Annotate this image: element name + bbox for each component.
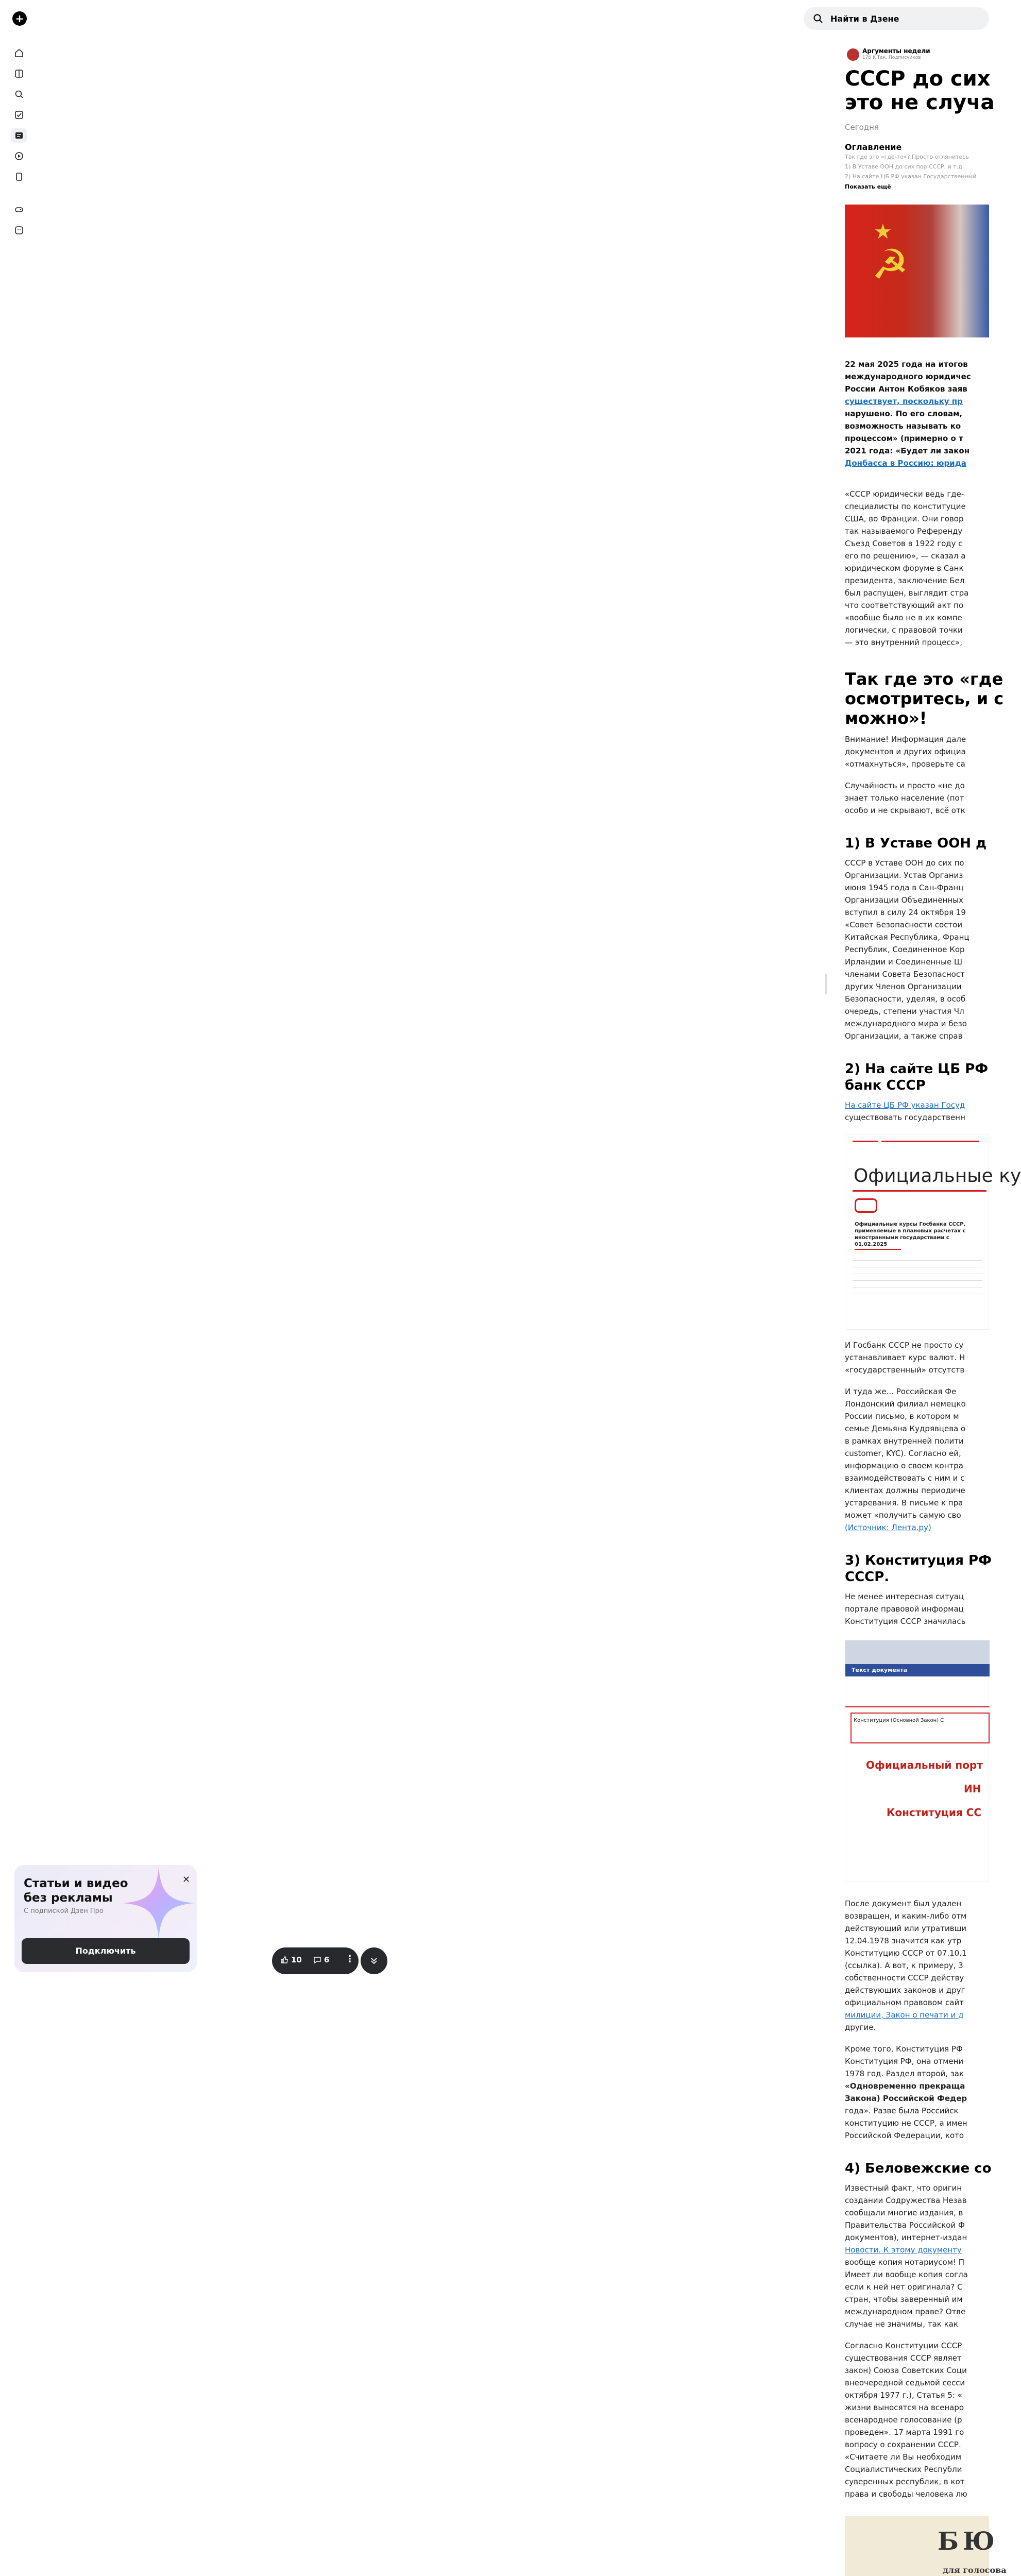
paragraph: Кроме того, Конституция РФ Конституция РФ, она отмени 1978 год. Раздел второй, зак «Одновременно прекраща Закона) Российской Федер года». Разве была Российск конституцию не СССР, а имен Российской Федерации, кото	[845, 2044, 967, 2140]
top-bar	[0, 0, 989, 36]
highlight-box	[850, 1713, 990, 1743]
ballot-heading: БЮ	[938, 2527, 999, 2556]
scroll-down-button[interactable]	[361, 1947, 387, 1974]
article-link[interactable]: Донбасса в Россию: юрида	[845, 459, 966, 468]
paragraph: На сайте ЦБ РФ указан Госуд существовать государственн	[845, 1100, 965, 1122]
like-count: 10	[291, 1955, 302, 1964]
section-heading: 3) Конституция РФ СССР.	[845, 1553, 992, 1585]
paragraph: Не менее интересная ситуац портале правовой информац Конституция СССР значилась	[845, 1592, 966, 1626]
divider-line	[845, 1706, 990, 1707]
video-icon[interactable]	[11, 148, 27, 164]
like-button[interactable]	[280, 1955, 302, 1964]
search-icon	[813, 13, 823, 24]
paragraph: Случайность и просто «не до знает только население (пот особо и не скрывают, всё отк	[845, 781, 965, 815]
doc-heading-red: ИН	[964, 1783, 981, 1795]
article-title-line: это не случа	[845, 91, 995, 114]
rate-table	[845, 1254, 990, 1300]
comment-count: 6	[324, 1955, 330, 1964]
article-link[interactable]: милиции, Закон о печати и д	[845, 2010, 964, 2020]
home-icon[interactable]	[11, 45, 27, 61]
article-link[interactable]: (Источник: Лента.ру)	[845, 1523, 931, 1532]
ad-subtitle: С подпиской Дзен Про	[24, 1907, 104, 1915]
channel-subscribers: 176 K Так. Подписчиков	[862, 55, 921, 60]
drag-handle-icon[interactable]	[825, 974, 827, 994]
browser-bar	[845, 1640, 990, 1664]
article-link[interactable]: Новости. К этому документу	[845, 2245, 962, 2255]
pravo-screenshot-image	[845, 1640, 989, 1882]
search-nav-icon[interactable]	[11, 87, 27, 102]
paragraph: После документ был удален возвращен, и каким-либо отм действующий или утративши 12.04.1978 значится как утр Конституцию СССР от 07.10.1 (ссылка). А вот, к примеру, 3 собственности СССР действу действующих законов и друг официальном правовом сайт милиции, Закон о печати и д другие.	[845, 1899, 967, 2032]
more-options-icon[interactable]: ⋮	[345, 1954, 354, 1964]
toc-item[interactable]: 2) На сайте ЦБ РФ указан Государственный	[845, 173, 977, 180]
games-icon[interactable]	[11, 202, 27, 217]
attention-paragraph: Внимание! Информация дале документов и других официа «отмахнуться», проверьте са	[845, 735, 966, 769]
section-heading: 2) На сайте ЦБ РФ банк СССР	[845, 1061, 989, 1093]
toc-item[interactable]: Так где это «где-то»? Просто оглянитесь	[845, 154, 969, 160]
underline-mark	[853, 1190, 986, 1192]
comment-icon	[313, 1956, 321, 1964]
ad-title: Статьи и видео без рекламы	[24, 1877, 128, 1905]
channel-header[interactable]	[845, 46, 989, 62]
gosbank-screenshot-image	[845, 1134, 1021, 1330]
chevrons-down-icon	[369, 1956, 379, 1965]
underline-mark	[855, 1249, 901, 1250]
underline-mark	[853, 1141, 878, 1142]
article-link[interactable]: существует, поскольку пр	[845, 397, 963, 406]
hammer-sickle-icon: ☭	[872, 241, 909, 289]
subscriptions-icon[interactable]	[11, 107, 27, 123]
article-column	[845, 46, 1021, 2576]
grid-icon[interactable]	[11, 66, 27, 81]
highlight-circle	[855, 1198, 877, 1213]
figure-title: Официальные ку	[854, 1165, 1021, 1187]
doc-heading-red: Конституция СС	[887, 1806, 981, 1819]
subscribe-button[interactable]: Подключить	[22, 1938, 190, 1964]
shorts-icon[interactable]	[11, 169, 27, 184]
search-label: Найти в Дзене	[830, 14, 899, 24]
section-heading: Так где это «где осмотритесь, и с можно»!	[845, 669, 1004, 728]
search-box[interactable]	[804, 7, 989, 30]
apps-icon[interactable]	[11, 223, 27, 238]
article-date: Сегодня	[845, 123, 879, 132]
section-heading: 1) В Уставе ООН д	[845, 836, 987, 851]
figure-caption: Официальные курсы Госбанка СССР, применяемые в плановых расчетах с иностранными государствами с 01.02.2025	[855, 1222, 966, 1247]
paragraph: Согласно Конституции СССР существования СССР являет закон) Союза Советских Соци внеочередной седьмой сесси октября 1977 г.), Статья 5: « жизни выносятся на всенаро всенародное голосование (р проведен». 17 марта 1991 го вопросу о сохранении СССР. «Считаете ли Вы необходим Социалистических Республи суверенных республик, в кот права и свободы человека лю	[845, 2341, 967, 2499]
ballot-image	[845, 2516, 1007, 2576]
reaction-bar	[272, 1947, 359, 1974]
paragraph: И Госбанк СССР не просто су устанавливает курс валют. Н «государственный» отсутств	[845, 1341, 965, 1375]
channel-name[interactable]: Аргументы недели	[862, 47, 930, 55]
doc-line: Конституция (Основной Закон) С	[854, 1718, 944, 1723]
article-title-line: СССР до сих	[845, 67, 991, 91]
underline-mark	[881, 1141, 979, 1142]
toc-show-more-link[interactable]: Показать ещё	[845, 183, 891, 190]
ballot-subheading: для голосова	[943, 2565, 1007, 2575]
article-link[interactable]: На сайте ЦБ РФ указан Госуд	[845, 1100, 965, 1110]
paragraph: Известный факт, что оригин создании Содружества Незав сообщали многие издания, в Правительства Российской Ф документов), интернет-издан Новости. К этому документу вообще копия нотариусом! П Имеет ли вообще копия согла если к ней нет оригинала? С стран, чтобы заверенный им международном праве? Отве случае не значимы, так как	[845, 2183, 968, 2329]
dzen-logo[interactable]: +	[12, 11, 27, 26]
section-heading: 4) Беловежские со	[845, 2161, 992, 2176]
doc-title-bar: Текст документа	[845, 1664, 990, 1676]
paragraph: СССР в Уставе ООН до сих по Организации. Устав Организ июня 1945 года в Сан-Франц Организации Объединенных вступил в силу 24 октября 19 «Совет Безопасности состои Китайская Республика, Франц Республик, Соединенное Кор Ирландии и Соединенные Ш членами Совета Безопасност других Членов Организации Безопасности, уделяя, в особ очередь, степени участия Чл международного мира и безо Организации, а также справ	[845, 858, 969, 1041]
toc-item[interactable]: 1) В Уставе ООН до сих пор СССР, и т.д.	[845, 163, 964, 170]
doc-heading-red: Официальный порт	[866, 1759, 983, 1771]
hero-image	[845, 205, 989, 337]
toc-heading: Оглавление	[845, 142, 902, 152]
close-icon[interactable]: ✕	[182, 1874, 191, 1885]
subscription-ad-banner	[14, 1865, 197, 1972]
channel-avatar[interactable]	[847, 48, 859, 61]
thumbs-up-icon	[280, 1956, 288, 1964]
lead-paragraph: 22 мая 2025 года на итогов международного юридичес России Антон Кобяков заяв существует, поскольку пр нарушено. По его словам, возможность называть ко процессом» (примерно о т 2021 года: «Будет ли закон Донбасса в Россию: юрида	[845, 360, 971, 468]
articles-icon[interactable]	[11, 128, 27, 143]
paragraph: И туда же... Российская Фе Лондонский филиал немецко России письмо, в котором м семье Демьяна Кудрявцева о в рамках внутренней полити customer, KYC). Согласно ей, информацию о своем контра взаимодействовать с ним и с клиентах должны периодиче устаревания. В письме к пра может «получить самую сво (Источник: Лента.ру)	[845, 1387, 966, 1532]
comments-button[interactable]	[313, 1955, 329, 1964]
star-icon: ★	[874, 220, 892, 244]
quote-paragraph: «СССР юридически ведь где- специалисты по конституцие США, во Франции. Они говор так называемого Референду Съезд Советов в 1922 году с его по решению», — сказал а юридическом форуме в Санк президента, заключение Бел был распущен, выглядит стра что соответствующий акт по «вообще было не в их компе логически, с правовой точки — это внутренний процесс»,	[845, 489, 969, 647]
